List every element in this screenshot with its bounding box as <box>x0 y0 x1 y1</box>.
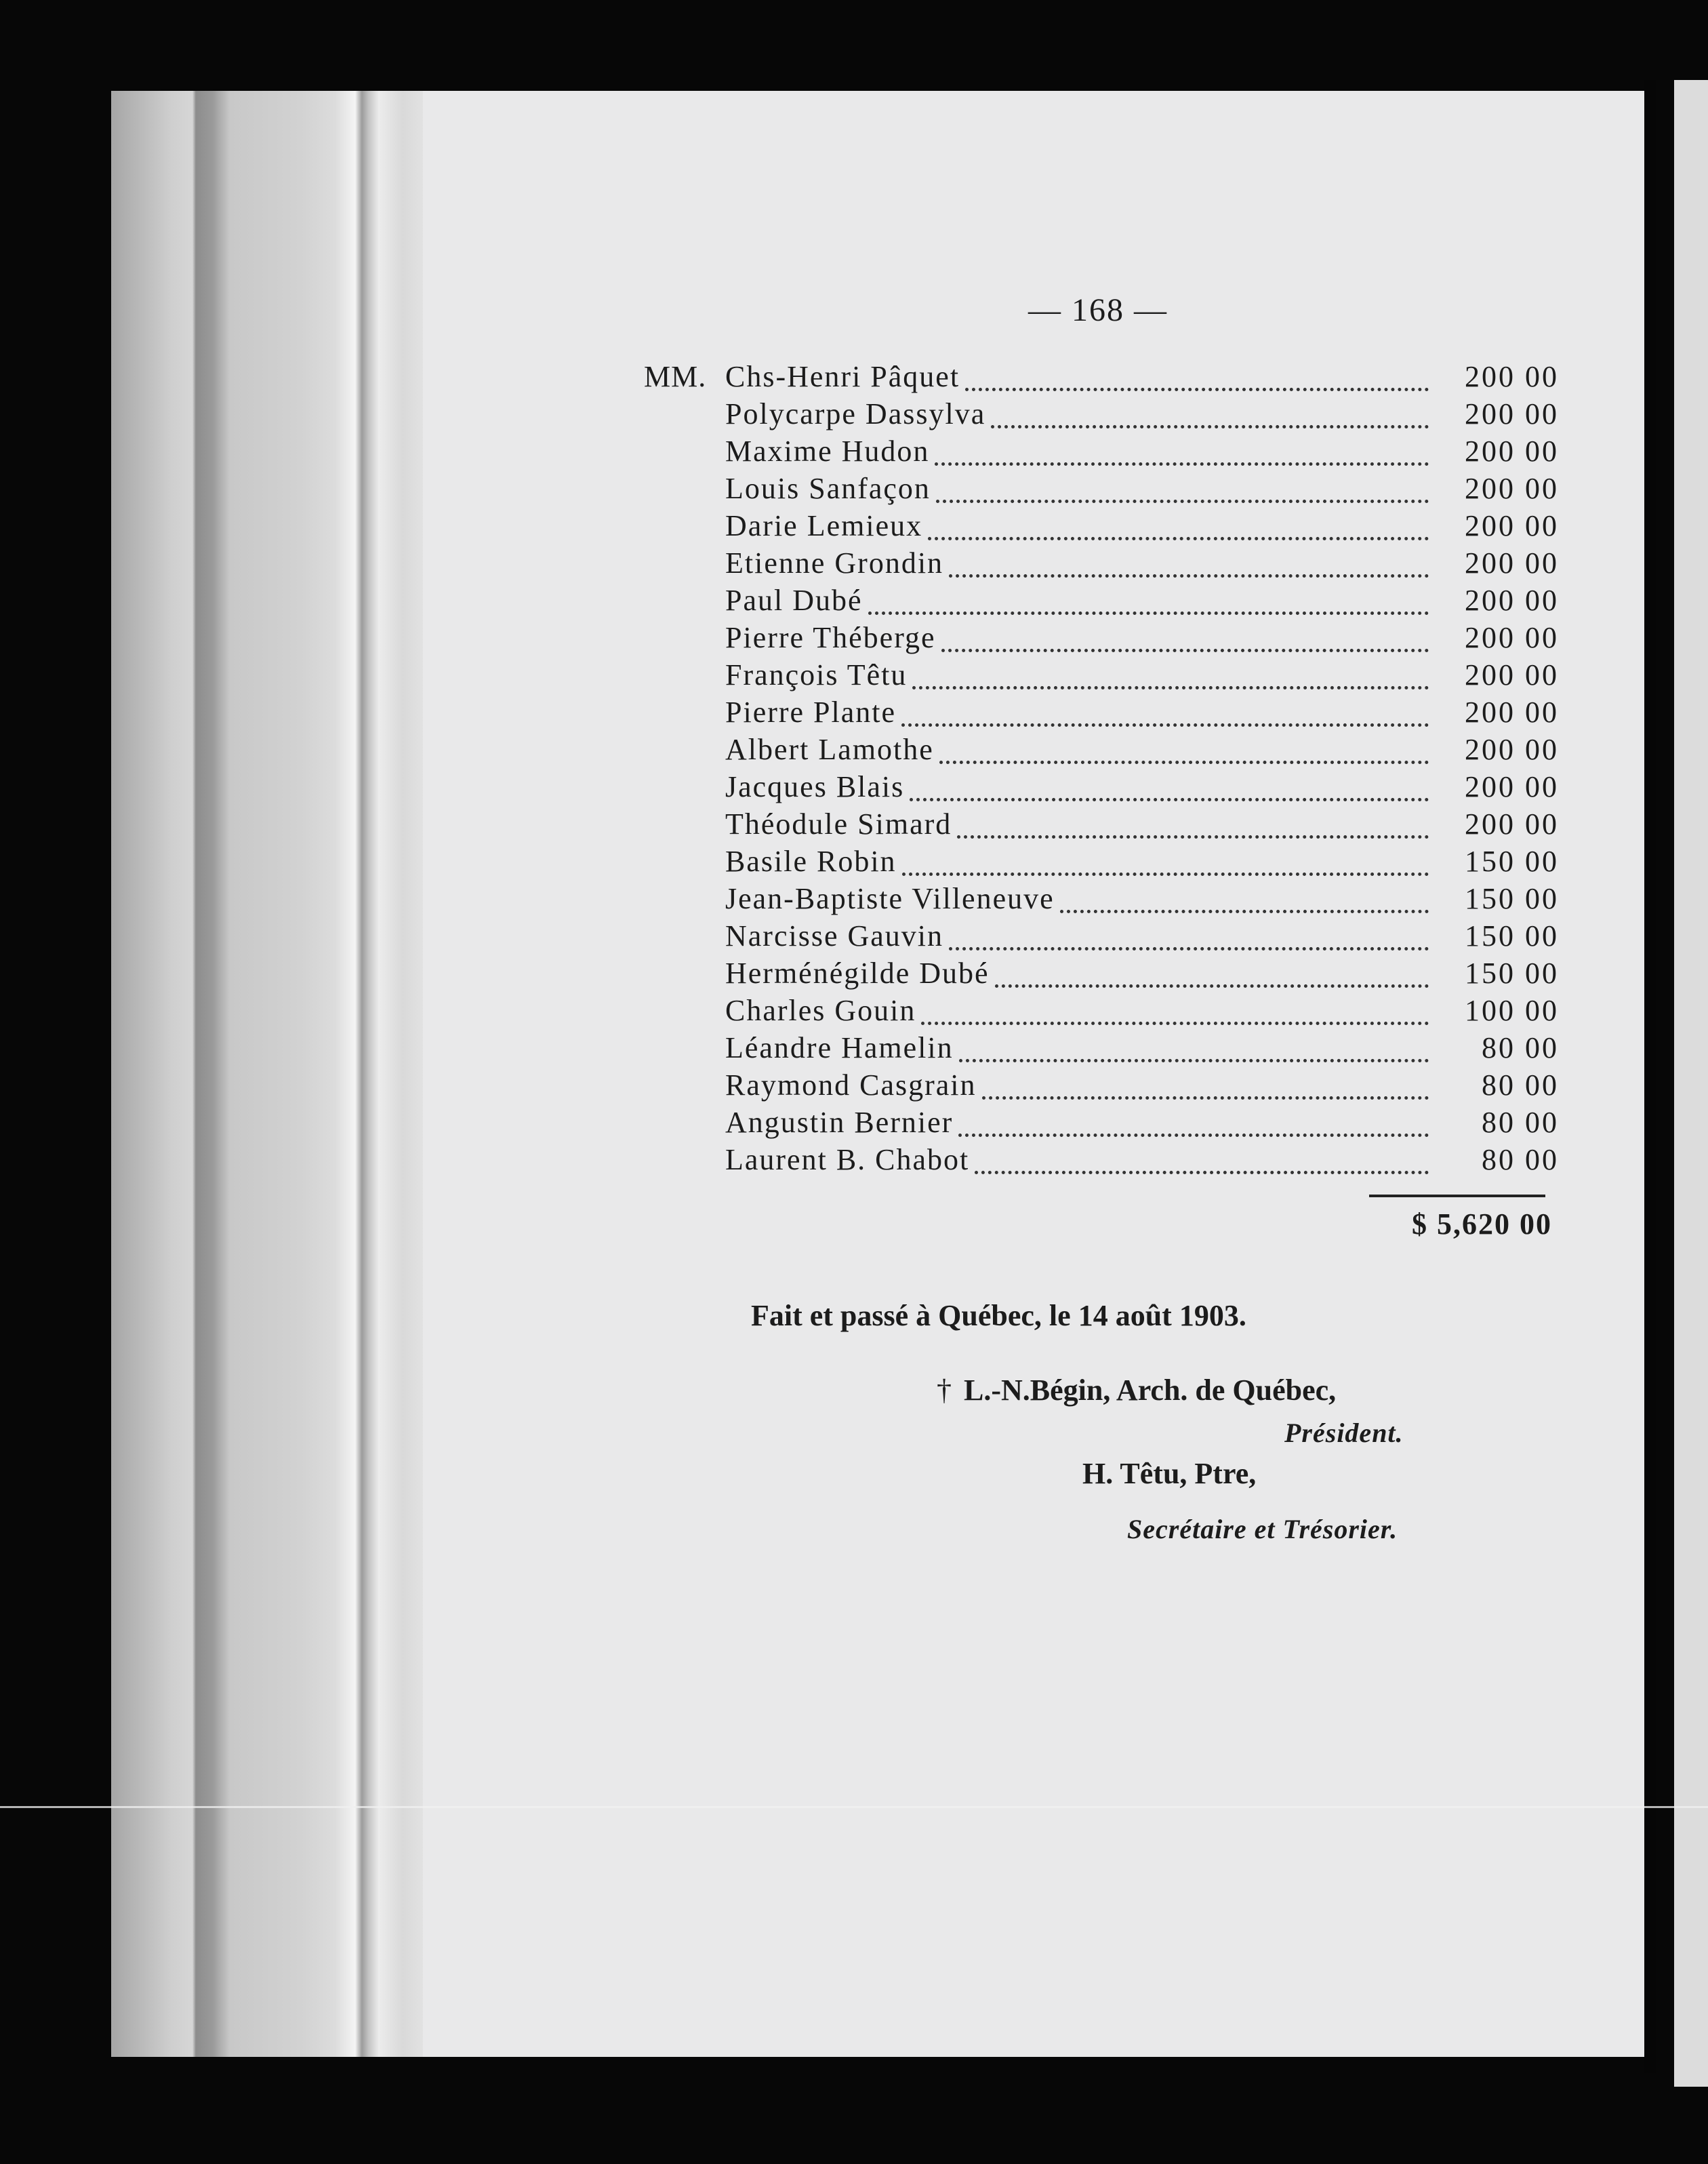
dot-leader <box>902 873 1429 876</box>
list-item <box>644 620 1559 658</box>
subscription-amount: 200 00 <box>1465 770 1559 803</box>
list-item <box>644 956 1559 993</box>
signer-name: L.-N.Bégin, Arch. de Québec, <box>964 1374 1337 1407</box>
subscription-amount: 200 00 <box>1465 621 1559 654</box>
subscription-amount: 200 00 <box>1465 546 1559 580</box>
subscription-amount: 200 00 <box>1465 435 1559 468</box>
cross-icon: † <box>937 1374 952 1407</box>
subscriber-name: Jean-Baptiste Villeneuve <box>725 882 1055 915</box>
dot-leader <box>975 1171 1429 1174</box>
list-item <box>644 919 1559 956</box>
dot-leader <box>901 723 1429 727</box>
subscription-amount: 200 00 <box>1465 658 1559 692</box>
subscriber-name: Chs-Henri Pâquet <box>725 360 960 393</box>
subscription-amount: 150 00 <box>1465 845 1559 878</box>
dot-leader <box>910 798 1429 801</box>
dot-leader <box>958 1134 1429 1137</box>
list-item <box>644 434 1559 471</box>
dot-leader <box>941 649 1429 652</box>
subscriber-name: Darie Lemieux <box>725 509 923 542</box>
list-item <box>644 1142 1559 1180</box>
list-item <box>644 658 1559 695</box>
dot-leader <box>935 462 1429 466</box>
list-item <box>644 807 1559 844</box>
subscriber-name: Raymond Casgrain <box>725 1068 977 1102</box>
subscriber-name: Polycarpe Dassylva <box>725 397 986 430</box>
page-number: — 168 — <box>1028 292 1168 328</box>
dot-leader <box>928 537 1429 540</box>
subscription-amount: 200 00 <box>1465 696 1559 729</box>
list-item <box>644 397 1559 434</box>
dot-leader <box>982 1096 1429 1100</box>
dot-leader <box>949 574 1429 578</box>
list-item <box>644 1105 1559 1142</box>
subscription-amount: 200 00 <box>1465 584 1559 617</box>
subscriber-name: Paul Dubé <box>725 584 863 617</box>
honorific-prefix: MM. <box>644 360 707 393</box>
dot-leader <box>957 835 1429 839</box>
subscription-amount: 200 00 <box>1465 733 1559 766</box>
list-item <box>644 993 1559 1030</box>
list-item <box>644 769 1559 807</box>
subscription-amount: 150 00 <box>1465 919 1559 953</box>
subscription-amount: 80 00 <box>1482 1143 1559 1176</box>
dot-leader <box>912 686 1429 689</box>
subscription-amount: 150 00 <box>1465 882 1559 915</box>
subscriber-name: Léandre Hamelin <box>725 1031 954 1064</box>
subscriber-name: Pierre Théberge <box>725 621 936 654</box>
subscriber-name: Pierre Plante <box>725 696 897 729</box>
subscriber-name: Louis Sanfaçon <box>725 472 931 505</box>
list-item <box>644 1030 1559 1068</box>
adjacent-page-edge <box>1674 80 1708 2087</box>
subscription-amount: 80 00 <box>1482 1106 1559 1139</box>
subscriber-name: Laurent B. Chabot <box>725 1143 970 1176</box>
subscriber-name: Albert Lamothe <box>725 733 934 766</box>
total-rule <box>1369 1195 1545 1197</box>
list-item <box>644 546 1559 583</box>
list-item <box>644 844 1559 881</box>
dot-leader <box>868 612 1429 615</box>
subscriber-name: Angustin Bernier <box>725 1106 954 1139</box>
subscriber-name: Basile Robin <box>725 845 897 878</box>
list-item <box>644 1068 1559 1105</box>
dot-leader <box>965 388 1429 391</box>
signer-title-secretary: Secrétaire et Trésorier. <box>1127 1514 1398 1544</box>
list-item <box>644 881 1559 919</box>
subscriber-name: Etienne Grondin <box>725 546 944 580</box>
dot-leader <box>1060 910 1429 913</box>
signature-archbishop <box>937 1373 1336 1407</box>
subscriber-name: Théodule Simard <box>725 807 952 841</box>
total-amount: $ 5,620 00 <box>1412 1207 1552 1241</box>
dot-leader <box>959 1059 1429 1062</box>
subscriber-name: Maxime Hudon <box>725 435 930 468</box>
subscriber-name: Narcisse Gauvin <box>725 919 944 953</box>
dot-leader <box>949 947 1429 950</box>
page-edge-shadow <box>1644 80 1656 2073</box>
list-item <box>644 359 1559 397</box>
subscription-amount: 80 00 <box>1482 1068 1559 1102</box>
subscriber-name: Herménégilde Dubé <box>725 957 990 990</box>
subscription-amount: 200 00 <box>1465 807 1559 841</box>
dot-leader <box>936 500 1429 503</box>
signature-secretary: H. Têtu, Ptre, <box>1082 1457 1257 1490</box>
list-item <box>644 471 1559 508</box>
subscription-amount: 200 00 <box>1465 509 1559 542</box>
subscription-amount: 200 00 <box>1465 360 1559 393</box>
book-binding-gutter <box>111 91 423 2057</box>
subscription-amount: 80 00 <box>1482 1031 1559 1064</box>
scan-artifact-line <box>0 1806 1708 1808</box>
list-item <box>644 695 1559 732</box>
dot-leader <box>991 425 1429 428</box>
list-item <box>644 508 1559 546</box>
list-item <box>644 732 1559 769</box>
dot-leader <box>995 984 1429 988</box>
subscriber-name: Jacques Blais <box>725 770 905 803</box>
subscription-amount: 100 00 <box>1465 994 1559 1027</box>
dot-leader <box>939 761 1429 764</box>
list-item <box>644 583 1559 620</box>
dot-leader <box>921 1022 1429 1025</box>
subscription-amount: 200 00 <box>1465 472 1559 505</box>
closing-statement: Fait et passé à Québec, le 14 août 1903. <box>751 1299 1246 1332</box>
subscription-amount: 200 00 <box>1465 397 1559 430</box>
subscription-amount: 150 00 <box>1465 957 1559 990</box>
subscriber-name: Charles Gouin <box>725 994 916 1027</box>
signer-title-president: Président. <box>1284 1418 1404 1448</box>
subscriber-name: François Têtu <box>725 658 908 692</box>
